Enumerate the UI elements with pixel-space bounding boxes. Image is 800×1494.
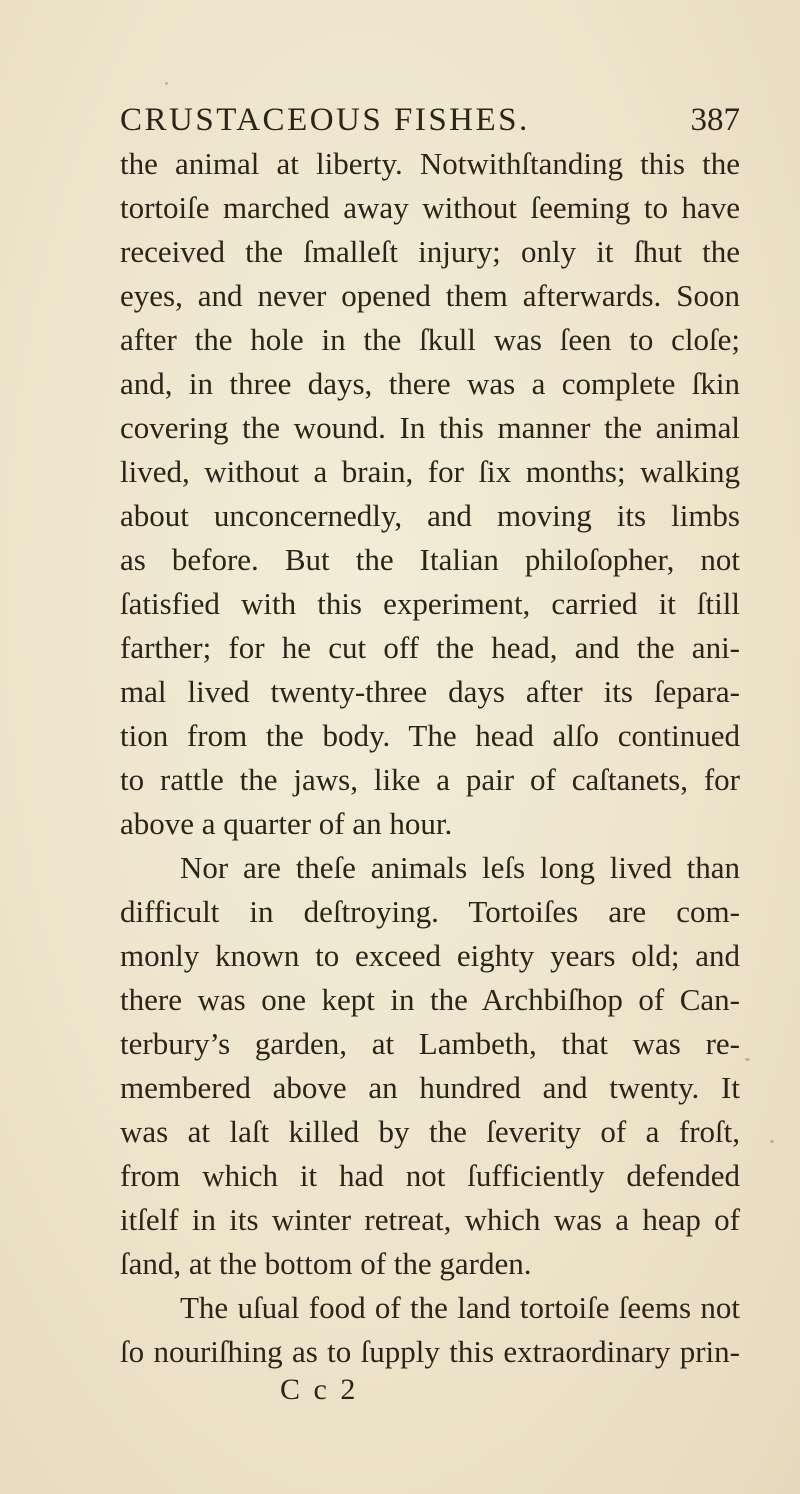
text-line: itſelf in its winter retreat, which was a heap of (120, 1202, 740, 1237)
text-line: there was one kept in the Archbiſhop of Can- (120, 982, 740, 1017)
text-line: ſatisfied with this experiment, carried it ſtill (120, 586, 740, 621)
text-line: lived, without a brain, for ſix months; walking (120, 454, 740, 489)
paragraph-end-line: ſand, at the bottom of the garden. (120, 1246, 532, 1281)
text-line: as before. But the Italian philoſopher, not (120, 542, 740, 577)
text-line: membered above an hundred and twenty. It (120, 1070, 740, 1105)
text-line: ſo nouriſhing as to ſupply this extraordinary prin- (120, 1334, 740, 1369)
paragraph-start-line: Nor are theſe animals leſs long lived than (180, 850, 740, 885)
text-line: terbury’s garden, at Lambeth, that was re- (120, 1026, 740, 1061)
text-line: and, in three days, there was a complete ſkin (120, 366, 740, 401)
paper-speck (165, 82, 168, 85)
text-line: tion from the body. The head alſo continued (120, 718, 740, 753)
text-line: covering the wound. In this manner the animal (120, 410, 740, 445)
text-line: to rattle the jaws, like a pair of caſtanets, for (120, 762, 740, 797)
text-line: difficult in deſtroying. Tortoiſes are com- (120, 894, 740, 929)
paragraph-end-line: above a quarter of an hour. (120, 806, 453, 841)
running-head-title: CRUSTACEOUS FISHES. (120, 102, 530, 138)
paper-speck (745, 1058, 750, 1061)
text-line: from which it had not ſufficiently defended (120, 1158, 740, 1193)
text-line: farther; for he cut off the head, and the ani- (120, 630, 740, 665)
text-line: eyes, and never opened them afterwards. Soon (120, 278, 740, 313)
text-line: mal lived twenty-three days after its ſepara- (120, 674, 740, 709)
paper-speck (770, 1140, 774, 1143)
page-number: 387 (690, 102, 740, 138)
text-line: the animal at liberty. Notwithſtanding this the (120, 146, 740, 181)
text-line: received the ſmalleſt injury; only it ſhut the (120, 234, 740, 269)
text-line: about unconcernedly, and moving its limbs (120, 498, 740, 533)
text-line: monly known to exceed eighty years old; and (120, 938, 740, 973)
text-line: was at laſt killed by the ſeverity of a froſt, (120, 1114, 740, 1149)
signature-mark: C c 2 (280, 1373, 359, 1406)
paragraph-start-line: The uſual food of the land tortoiſe ſeems not (180, 1290, 740, 1325)
text-line: tortoiſe marched away without ſeeming to have (120, 190, 740, 225)
text-line: after the hole in the ſkull was ſeen to cloſe; (120, 322, 740, 357)
